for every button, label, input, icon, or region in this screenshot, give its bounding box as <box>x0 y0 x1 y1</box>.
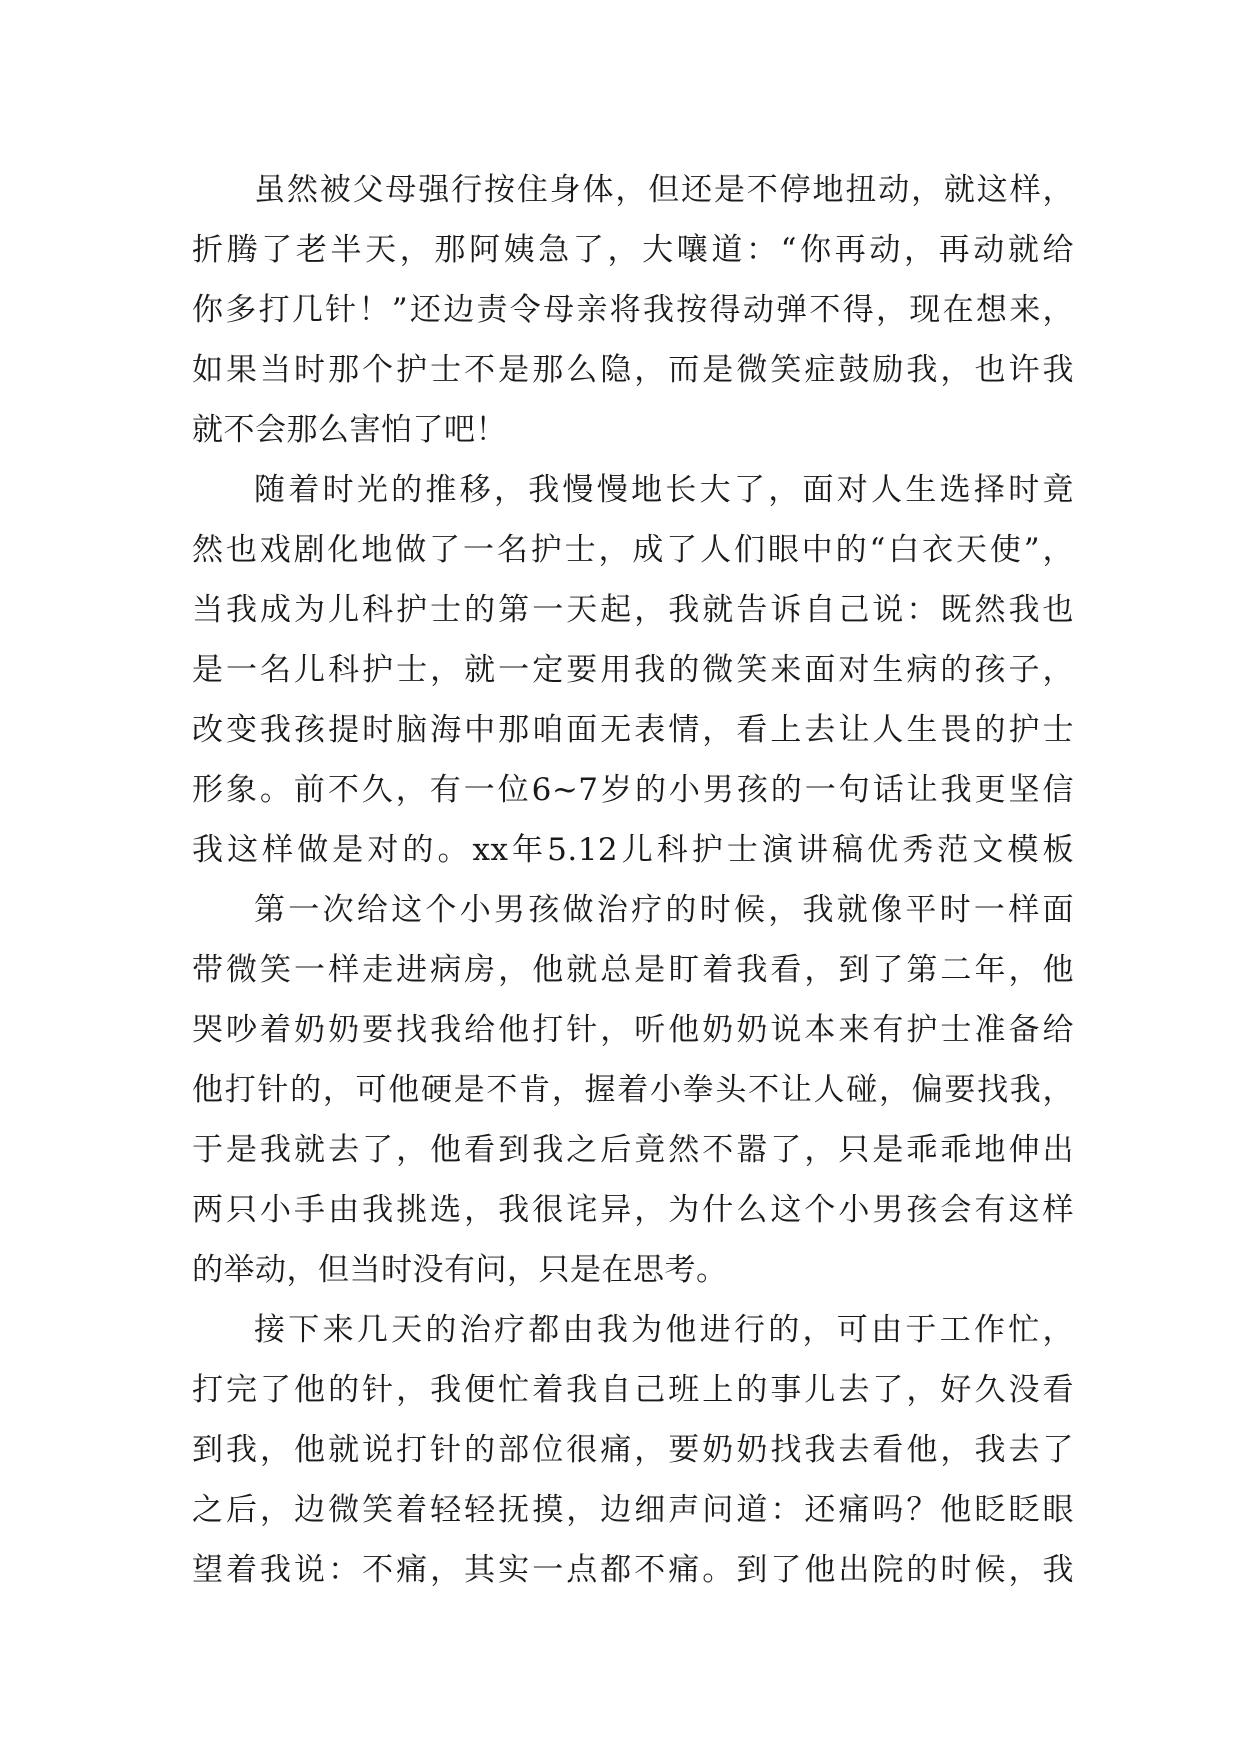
text-line: 接下来几天的治疗都由我为他进行的，可由于工作忙， <box>254 1312 1074 1348</box>
text-line: 然也戏剧化地做了一名护士，成了人们眼中的“白衣天使”， <box>192 532 1074 568</box>
text-line: 的举动，但当时没有问，只是在思考。 <box>192 1252 728 1288</box>
text-line: 你多打几针！”还边责令母亲将我按得动弹不得，现在想来， <box>192 292 1074 328</box>
text-line: 哭吵着奶奶要找我给他打针，听他奶奶说本来有护士准备给 <box>192 1012 1074 1048</box>
paragraph <box>192 160 1074 460</box>
text-line: 随着时光的推移，我慢慢地长大了，面对人生选择时竟 <box>254 472 1074 508</box>
text-line: 望着我说：不痛，其实一点都不痛。到了他出院的时候，我 <box>192 1552 1074 1588</box>
text-line: 带微笑一样走进病房，他就总是盯着我看，到了第二年，他 <box>192 952 1074 988</box>
text-line: 于是我就去了，他看到我之后竟然不嚣了，只是乖乖地伸出 <box>192 1132 1074 1168</box>
paragraph <box>192 1300 1074 1600</box>
text-line: 打完了他的针，我便忙着我自己班上的事儿去了，好久没看 <box>192 1372 1074 1408</box>
document-body <box>192 160 1074 1600</box>
text-line: 是一名儿科护士，就一定要用我的微笑来面对生病的孩子， <box>192 652 1074 688</box>
paragraph <box>192 880 1074 1300</box>
text-line: 折腾了老半天，那阿姨急了，大嚷道：“你再动，再动就给 <box>192 232 1074 268</box>
text-line: 就不会那么害怕了吧！ <box>192 412 507 448</box>
text-line: 虽然被父母强行按住身体，但还是不停地扭动，就这样， <box>254 172 1074 208</box>
text-line: 如果当时那个护士不是那么隐，而是微笑症鼓励我，也许我 <box>192 352 1074 388</box>
text-line: 他打针的，可他硬是不肯，握着小拳头不让人碰，偏要找我， <box>192 1072 1074 1108</box>
text-line: 到我，他就说打针的部位很痛，要奶奶找我去看他，我去了 <box>192 1432 1074 1468</box>
text-line: 当我成为儿科护士的第一天起，我就告诉自己说：既然我也 <box>192 592 1074 628</box>
text-line: 改变我孩提时脑海中那咱面无表情，看上去让人生畏的护士 <box>192 712 1074 748</box>
paragraph <box>192 460 1074 880</box>
text-line: 形象。前不久，有一位6~7岁的小男孩的一句话让我更坚信 <box>192 772 1074 808</box>
text-line: 之后，边微笑着轻轻抚摸，边细声问道：还痛吗？他眨眨眼 <box>192 1492 1074 1528</box>
text-line: 第一次给这个小男孩做治疗的时候，我就像平时一样面 <box>254 892 1074 928</box>
text-line: 我这样做是对的。xx年5.12儿科护士演讲稿优秀范文模板 <box>192 832 1074 868</box>
text-line: 两只小手由我挑选，我很诧异，为什么这个小男孩会有这样 <box>192 1192 1074 1228</box>
